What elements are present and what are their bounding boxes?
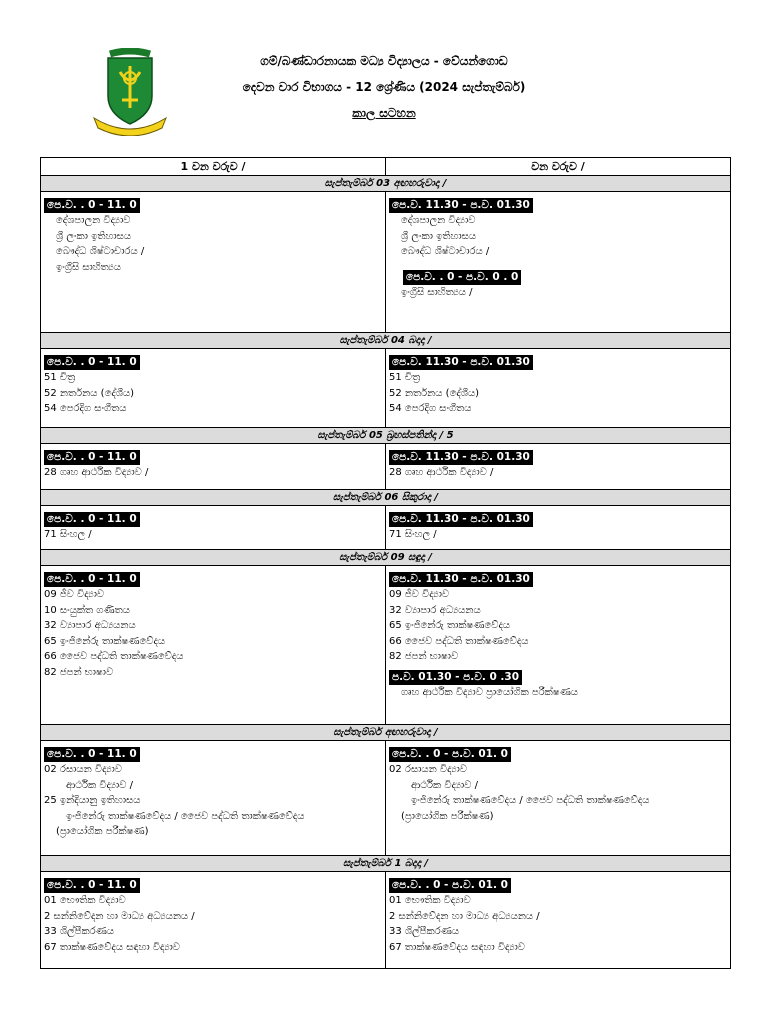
day-heading: සැප්තැම්බර් 04 බදාදා / [41, 333, 730, 349]
subject-item: දේශපාලන විද්‍යාව [56, 215, 131, 226]
subject-item: 10 සංයුක්ත ගණිතය [44, 604, 130, 616]
subject-item: 66 ජෛව පද්ධති තාක්ෂණවේදය [44, 651, 184, 662]
subject-item: 54 පෙරදිග සංගීතය [44, 403, 127, 414]
subject-item: 28 ගෘහ ආර්ථික විද්‍යාව / [389, 467, 494, 478]
subject-item: 28 ගෘහ ආර්ථික විද්‍යාව / [44, 467, 149, 478]
subject-item: 67 තාක්ෂණවේදය සඳහා විද්‍යාව [44, 941, 180, 953]
day-block [41, 550, 730, 725]
session-2-cell [386, 566, 730, 724]
day-block [41, 176, 730, 333]
subject-item: 33 ශිල්පීකරණය [389, 926, 460, 937]
session-2-cell [386, 872, 730, 968]
subject-item: ශ්‍රී ලංකා ඉතිහාසය [401, 230, 477, 242]
day-row [41, 192, 730, 332]
subject-item: 52 නර්තනය (දේශීය) [44, 387, 135, 399]
time-slot-badge: පෙ.ව. . 0 - 11. 0 [44, 747, 140, 762]
subject-item: 52 නර්තනය (දේශීය) [389, 387, 480, 399]
session-1-cell [41, 192, 386, 332]
subject-item: ඉංජිනේරු තාක්ෂණවේදය / ජෛව පද්ධති තාක්ෂණවේදය [66, 810, 305, 822]
session-2-cell [386, 741, 730, 855]
subject-item: 01 භෞතික විද්‍යාව [44, 895, 126, 906]
day-row [41, 349, 730, 427]
timetable-title: කාල සටහන [352, 106, 416, 120]
subject-item: 02 රසායන විද්‍යාව [389, 764, 467, 775]
day-heading: සැප්තැම්බර් 1 බදාදා / [41, 856, 730, 872]
subject-item: 25 ඉන්දියානු ඉතිහාසය [44, 795, 141, 806]
day-block [41, 428, 730, 490]
subject-item: බෞද්ධ ශිෂ්ටාචාරය / [401, 246, 490, 257]
subject-item: ශ්‍රී ලංකා ඉතිහාසය [56, 230, 132, 242]
session-2-cell [386, 444, 730, 489]
day-heading: සැප්තැම්බර් 06 සිකුරාදා / [41, 490, 730, 506]
time-slot-badge: පෙ.ව. . 0 - 11. 0 [44, 198, 140, 213]
session-1-cell [41, 872, 386, 968]
day-row [41, 506, 730, 549]
day-list [41, 176, 730, 968]
day-block [41, 725, 730, 856]
subject-item: 51 චිත්‍ර [44, 372, 76, 383]
day-block [41, 856, 730, 968]
day-block [41, 490, 730, 550]
time-slot-badge: පෙ.ව. 11.30 - ප.ව. 01.30 [389, 198, 533, 213]
session-2-cell [386, 506, 730, 549]
time-slot-badge: පෙ.ව. . 0 - 11. 0 [44, 572, 140, 587]
document-header [0, 0, 768, 150]
subject-item: 32 ව්‍යාපාර අධ්‍යයනය [389, 604, 481, 616]
subject-item: 82 ජපන් භාෂාව [389, 651, 459, 662]
subject-item: ඉංග්‍රීසි සාහිත්‍යය [56, 261, 121, 273]
session-1-cell [41, 506, 386, 549]
day-heading: සැප්තැම්බර් 09 සඳුදා / [41, 550, 730, 566]
day-row [41, 872, 730, 968]
time-slot-badge: පෙ.ව. 11.30 - ප.ව. 01.30 [389, 355, 533, 370]
subject-item: 65 ඉංජිනේරු තාක්ෂණවේදය [44, 635, 166, 647]
session-2-cell [386, 349, 730, 427]
column-header-session-2: වන වරුව / [531, 160, 585, 173]
session-1-cell [41, 566, 386, 724]
column-header-row [41, 158, 730, 176]
column-header-session-1: 1 වන වරුව / [41, 158, 386, 175]
subject-item: බෞද්ධ ශිෂ්ටාචාරය / [56, 246, 145, 257]
time-slot-badge: ප.ව. 01.30 - ප.ව. 0 .30 [389, 670, 522, 685]
subject-item: 54 පෙරදිග සංගීතය [389, 403, 472, 414]
subject-item: (ප්‍රායෝගික පරීක්ෂණ) [56, 826, 149, 837]
subject-item: 2 සන්නිවේදන හා මාධ්‍ය අධ්‍යයනය / [389, 910, 540, 922]
session-2-cell [386, 192, 730, 332]
day-heading: සැප්තැම්බර් 05 බ්‍රහස්පතින්දා / 5 [41, 428, 730, 444]
day-heading: සැප්තැම්බර් අඟහරුවාදා / [41, 725, 730, 741]
time-slot-badge: පෙ.ව. . 0 - ප.ව. 01. 0 [389, 878, 511, 893]
subject-item: දේශපාලන විද්‍යාව [401, 215, 476, 226]
subject-item: 51 චිත්‍ර [389, 372, 421, 383]
day-row [41, 566, 730, 724]
subject-item: 01 භෞතික විද්‍යාව [389, 895, 471, 906]
school-name: ගම්/බණ්ඩාරනායක මධ්‍ය විද්‍යාලය - වේයන්ගොඩ [260, 54, 508, 68]
time-slot-badge: පෙ.ව. . 0 - ප.ව. 0 . 0 [403, 270, 521, 285]
subject-item: 32 ව්‍යාපාර අධ්‍යයනය [44, 620, 136, 631]
subject-item: 33 ශිල්පීකරණය [44, 926, 115, 937]
exam-title: දෙවන වාර විභාගය - 12 ශ්‍රේණිය (2024 සැප්තැම්බර්) [242, 80, 526, 94]
subject-item: 71 සිංහල / [389, 529, 437, 540]
session-1-cell [41, 741, 386, 855]
subject-item: ආර්ථික විද්‍යාව / [411, 779, 478, 791]
time-slot-badge: පෙ.ව. . 0 - 11. 0 [44, 355, 140, 370]
session-1-cell [41, 444, 386, 489]
time-slot-badge: පෙ.ව. . 0 - 11. 0 [44, 512, 140, 527]
time-slot-badge: පෙ.ව. . 0 - 11. 0 [44, 450, 140, 465]
subject-item: 09 ජීව විද්‍යාව [44, 589, 105, 600]
time-slot-badge: පෙ.ව. 11.30 - ප.ව. 01.30 [389, 512, 533, 527]
day-row [41, 444, 730, 489]
subject-item: 02 රසායන විද්‍යාව [44, 764, 122, 775]
subject-item: (ප්‍රායෝගික පරීක්ෂණ) [401, 810, 494, 822]
subject-item: 67 තාක්ෂණවේදය සඳහා විද්‍යාව [389, 941, 525, 953]
subject-item: 09 ජීව විද්‍යාව [389, 589, 450, 600]
subject-item: ආර්ථික විද්‍යාව / [66, 779, 133, 791]
subject-item: ඉංග්‍රීසි සාහිත්‍යය / [401, 286, 473, 298]
timetable-table [40, 157, 731, 969]
time-slot-badge: පෙ.ව. . 0 - 11. 0 [44, 878, 140, 893]
day-heading: සැප්තැම්බර් 03 අඟහරුවාදා / [41, 176, 730, 192]
time-slot-badge: පෙ.ව. . 0 - ප.ව. 01. 0 [389, 747, 511, 762]
subject-item: ගෘහ ආර්ථික විද්‍යාව ප්‍රායෝගික පරීක්ෂණය [401, 686, 578, 698]
day-row [41, 741, 730, 855]
subject-item: 82 ජපන් භාෂාව [44, 666, 114, 678]
session-1-cell [41, 349, 386, 427]
subject-item: 66 ජෛව පද්ධති තාක්ෂණවේදය [389, 635, 529, 647]
time-slot-badge: පෙ.ව. 11.30 - ප.ව. 01.30 [389, 572, 533, 587]
day-block [41, 333, 730, 428]
subject-item: 2 සන්නිවේදන හා මාධ්‍ය අධ්‍යයනය / [44, 910, 195, 922]
subject-item: ඉංජිනේරු තාක්ෂණවේදය / ජෛව පද්ධති තාක්ෂණවේදය [411, 795, 650, 806]
time-slot-badge: පෙ.ව. 11.30 - ප.ව. 01.30 [389, 450, 533, 465]
subject-item: 71 සිංහල / [44, 529, 92, 540]
subject-item: 65 ඉංජිනේරු තාක්ෂණවේදය [389, 620, 511, 631]
